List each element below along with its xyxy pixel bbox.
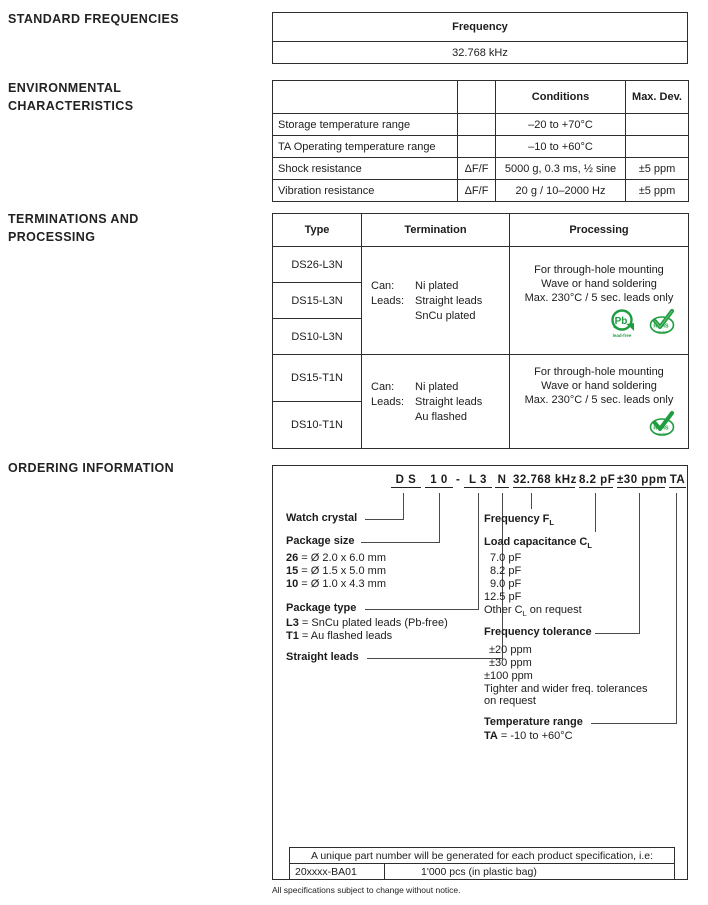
max-dev-cell [626,136,689,158]
can-value: Ni plated [415,279,459,292]
connector-line [591,723,676,724]
type-cell: DS10-T1N [273,402,362,449]
note-header-row [290,848,675,864]
symbol-cell: ΔF/F [458,180,496,202]
temperature-range-label: Temperature range [484,716,583,728]
svg-text:lead-free: lead-free [612,333,632,338]
max-dev-cell [626,114,689,136]
section-heading-environmental [8,79,133,115]
frequency-tolerance-label: Frequency tolerance [484,626,592,638]
package-type-option: T1 = Au flashed leads [286,630,393,642]
connector-line [478,493,479,610]
leads-label: Leads: [371,294,405,307]
environmental-header-row [273,81,689,114]
frequency-table [272,12,688,64]
processing-column-header: Processing [510,214,689,247]
heading-line: CHARACTERISTICS [8,99,134,113]
table-row [273,180,689,202]
svg-text:RoHS: RoHS [653,323,669,330]
conditions-column-header: Conditions [496,81,626,114]
part-number-note-table [289,847,675,880]
leads-label: Leads: [371,395,405,408]
table-row [273,158,689,180]
package-size-option: 15 = Ø 1.5 x 5.0 mm [286,565,386,577]
max-dev-cell: ±5 ppm [626,158,689,180]
tolerance-note: on request [484,695,536,707]
symbol-cell [458,136,496,158]
spacer [371,410,415,424]
load-capacitance-label: Load capacitance $C_L$ [484,536,592,551]
svg-text:compliant: compliant [655,431,669,436]
termination-column-header: Termination [362,214,510,247]
processing-cell [510,247,689,355]
termination-cell [362,355,510,449]
ordering-info-box [272,465,688,880]
part-segment-type: L 3 [464,474,492,488]
package-size-option: 10 = Ø 1.0 x 4.3 mm [286,578,386,590]
part-segment-size: 1 0 [425,474,453,488]
heading-line: TERMINATIONS AND [8,212,139,226]
frequency-value: 32.768 kHz [273,42,688,64]
part-segment-capacitance: 8.2 pF [579,474,616,486]
can-label: Can: [371,380,395,393]
connector-line [367,658,502,659]
condition-cell: 5000 g, 0.3 ms, ½ sine [496,158,626,180]
watch-crystal-label: Watch crystal [286,512,358,524]
frequency-label: Frequency $F_L$ [484,513,554,528]
processing-cell [510,355,689,449]
capacitance-option: 9.0 pF [490,578,522,590]
leads-value: Straight leads [415,294,483,307]
empty-header-cell [273,81,458,114]
connector-line [595,633,639,634]
pb-free-icon [609,308,639,338]
connector-line [531,493,532,509]
capacitance-option: 7.0 pF [490,552,522,564]
connector-line [365,519,403,520]
finish-value: SnCu plated [415,309,476,322]
connector-line [403,493,404,520]
example-quantity: 1'000 pcs (in plastic bag) [385,864,675,880]
frequency-column-header: Frequency [273,13,688,42]
heading-line: PROCESSING [8,230,96,244]
package-size-option: 26 = Ø 2.0 x 6.0 mm [286,552,386,564]
parameter-cell: Storage temperature range [273,114,458,136]
connector-line [361,542,439,543]
note-header-text: A unique part number will be generated for each product specification, i.e: [290,848,675,864]
processing-line: Max. 230°C / 5 sec. leads only [524,394,674,406]
connector-line [439,493,440,543]
package-type-option: L3 = SnCu plated leads (Pb-free) [286,617,448,629]
part-segment-prefix: D S [391,474,421,488]
heading-line: ENVIRONMENTAL [8,81,122,95]
connector-line [365,609,478,610]
spacer [371,309,415,323]
finish-value: Au flashed [415,410,467,423]
condition-cell: 20 g / 10–2000 Hz [496,180,626,202]
section-heading-terminations [8,210,139,246]
example-part-number: 20xxxx-BA01 [290,864,385,880]
table-row [273,247,689,283]
parameter-cell: TA Operating temperature range [273,136,458,158]
straight-leads-label: Straight leads [286,651,359,663]
type-cell: DS10-L3N [273,319,362,355]
part-segment-dash: - [456,474,461,486]
section-heading-ordering: ORDERING INFORMATION [8,461,175,475]
empty-header-cell [458,81,496,114]
max-dev-column-header: Max. Dev. [626,81,689,114]
rohs-icon [646,410,678,438]
can-label: Can: [371,279,395,292]
processing-line: For through-hole mounting [534,366,664,378]
svg-text:compliant: compliant [655,329,669,334]
footer-disclaimer: All specifications subject to change without notice. [272,885,461,895]
temperature-range-value: TA = -10 to +60°C [484,730,573,742]
can-value: Ni plated [415,380,459,393]
tolerance-option: ±30 ppm [489,657,532,669]
connector-line [639,493,640,634]
processing-line: For through-hole mounting [534,264,664,276]
condition-cell: –10 to +60°C [496,136,626,158]
table-row [273,355,689,402]
table-row [273,114,689,136]
max-dev-cell: ±5 ppm [626,180,689,202]
connector-line [595,493,596,532]
svg-text:RoHS: RoHS [653,425,669,432]
tolerance-option: ±100 ppm [484,670,533,682]
note-value-row [290,864,675,880]
capacitance-other-note: Other $C_L$ on request [484,604,582,619]
frequency-value-row [273,42,688,64]
symbol-cell: ΔF/F [458,158,496,180]
processing-line: Wave or hand soldering [541,380,657,392]
capacitance-option: 12.5 pF [484,591,522,603]
svg-text:Pb: Pb [614,316,628,327]
type-cell: DS15-T1N [273,355,362,402]
termination-cell [362,247,510,355]
condition-cell: –20 to +70°C [496,114,626,136]
type-column-header: Type [273,214,362,247]
frequency-table-header-row [273,13,688,42]
table-row [273,136,689,158]
part-segment-temperature: TA [669,474,686,486]
section-heading-standard-frequencies: STANDARD FREQUENCIES [8,12,179,26]
capacitance-option: 8.2 pF [490,565,522,577]
symbol-cell [458,114,496,136]
terminations-table [272,213,689,449]
type-cell: DS26-L3N [273,247,362,283]
rohs-icon [646,308,678,336]
environmental-table [272,80,689,202]
processing-line: Wave or hand soldering [541,278,657,290]
tolerance-note: Tighter and wider freq. tolerances [484,683,648,695]
parameter-cell: Shock resistance [273,158,458,180]
package-size-label: Package size [286,535,355,547]
connector-line [676,493,677,724]
leads-value: Straight leads [415,395,483,408]
type-cell: DS15-L3N [273,283,362,319]
part-segment-frequency: 32.768 kHz [513,474,577,486]
part-segment-leads: N [495,474,509,488]
terminations-header-row [273,214,689,247]
tolerance-option: ±20 ppm [489,644,532,656]
processing-line: Max. 230°C / 5 sec. leads only [524,292,674,304]
package-type-label: Package type [286,602,357,614]
part-segment-tolerance: ±30 ppm [617,474,668,486]
parameter-cell: Vibration resistance [273,180,458,202]
